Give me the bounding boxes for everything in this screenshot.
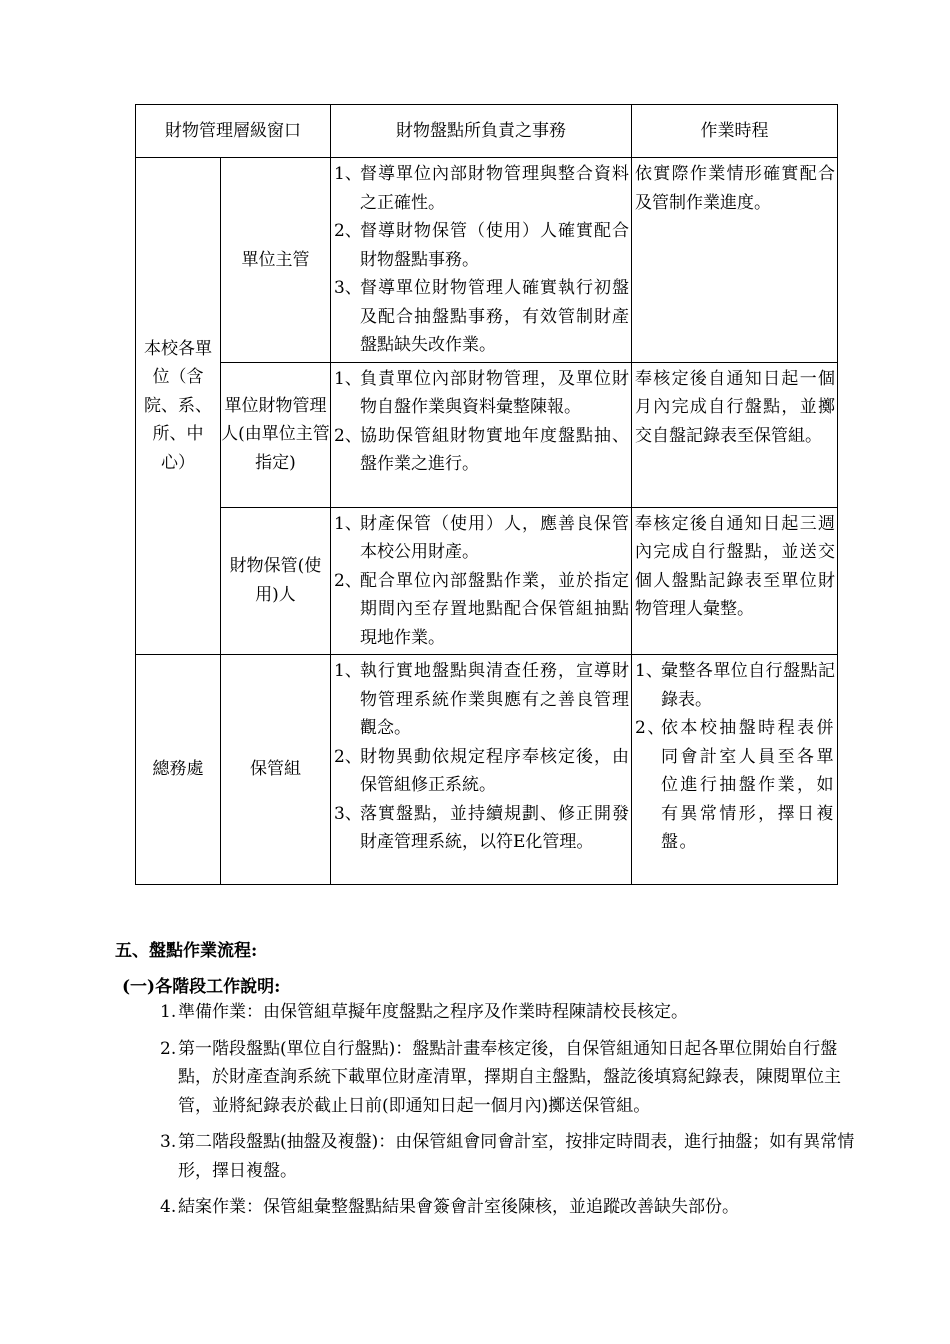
- table-row: [136, 158, 838, 363]
- duties-cell: [331, 507, 632, 655]
- subsection-heading: (一)各階段工作說明:: [122, 977, 281, 997]
- section-heading: 五、盤點作業流程:: [115, 941, 258, 961]
- group-name-general-affairs: 總務處: [136, 655, 221, 885]
- list-item: 2、 督導財物保管（使用）人確實配合財物盤點事務。: [334, 221, 629, 270]
- list-item: 2、 協助保管組財物實地年度盤點抽、盤作業之進行。: [334, 425, 629, 474]
- schedule-cell: 奉核定後自通知日起一個月內完成自行盤點，並擲交自盤記錄表至保管組。: [632, 362, 838, 507]
- list-item: 1、 負責單位內部財物管理，及單位財物自盤作業與資料彙整陳報。: [334, 368, 629, 417]
- list-item: 1、 財產保管（使用）人，應善良保管本校公用財產。: [334, 513, 629, 562]
- header-duties: 財物盤點所負責之事務: [331, 105, 632, 158]
- duties-cell: [331, 655, 632, 885]
- list-item: 3、 落實盤點，並持續規劃、修正開發財產管理系統，以符E化管理。: [334, 803, 629, 852]
- role-cell: 保管組: [221, 655, 331, 885]
- schedule-cell: 依實際作業情形確實配合及管制作業進度。: [632, 158, 838, 363]
- duties-list: [331, 655, 631, 859]
- header-level: 財物管理層級窗口: [136, 105, 331, 158]
- duties-list: [331, 158, 631, 362]
- inventory-responsibility-table: [135, 104, 838, 885]
- list-item: 2、 財物異動依規定程序奉核定後，由保管組修正系統。: [334, 746, 629, 795]
- list-item: 4. 結案作業：保管組彙整盤點結果會簽會計室後陳核，並追蹤改善缺失部份。: [160, 1197, 739, 1217]
- duties-list: [331, 508, 631, 655]
- list-item: 2、 配合單位內部盤點作業，並於指定期間內至存置地點配合保管組抽點現地作業。: [334, 570, 629, 648]
- list-item: 1、 彙整各單位自行盤點記錄表。: [635, 661, 835, 710]
- list-item: 3、 督導單位財物管理人確實執行初盤及配合抽盤點事務，有效管制財產盤點缺失改作業。: [334, 278, 629, 355]
- table-header-row: [136, 105, 838, 158]
- duties-list: [331, 363, 631, 481]
- role-cell: 財物保管(使用)人: [221, 507, 331, 655]
- table-row: [136, 507, 838, 655]
- list-item: 2. 第一階段盤點(單位自行盤點)：盤點計畫奉核定後，自保管組通知日起各單位開始自行盤點，於財產查詢系統下載單位財產清單，擇期自主盤點，盤訖後填寫紀錄表，陳閱單位主管，並將紀錄表於截止日前(即通知日起一個月內)擲送保管組。: [160, 1038, 841, 1116]
- list-item: 1、 督導單位內部財物管理與整合資料之正確性。: [334, 164, 629, 213]
- list-item: 1. 準備作業：由保管組草擬年度盤點之程序及作業時程陳請校長核定。: [160, 1002, 688, 1022]
- schedule-cell: 奉核定後自通知日起三週內完成自行盤點，並送交個人盤點記錄表至單位財物管理人彙整。: [632, 507, 838, 655]
- role-cell: 單位財物管理人(由單位主管指定): [221, 362, 331, 507]
- table-row: [136, 655, 838, 885]
- schedule-cell: [632, 655, 838, 885]
- duties-cell: [331, 158, 632, 363]
- list-item: 2、 依本校抽盤時程表併同會計室人員至各單位進行抽盤作業，如有異常情形，擇日複盤。: [635, 718, 835, 852]
- list-item: 1、 執行實地盤點與清查任務，宣導財物管理系統作業與應有之善良管理觀念。: [334, 661, 629, 738]
- schedule-list: [632, 655, 837, 859]
- duties-cell: [331, 362, 632, 507]
- group-name-units: 本校各單位（含院、系、所、中心）: [136, 158, 221, 655]
- list-item: 3. 第二階段盤點(抽盤及複盤)：由保管組會同會計室，按排定時間表，進行抽盤；如有異常情形，擇日複盤。: [160, 1132, 855, 1181]
- header-schedule: 作業時程: [632, 105, 838, 158]
- workflow-steps-list: [160, 998, 860, 1230]
- role-cell: 單位主管: [221, 158, 331, 363]
- table-row: [136, 362, 838, 507]
